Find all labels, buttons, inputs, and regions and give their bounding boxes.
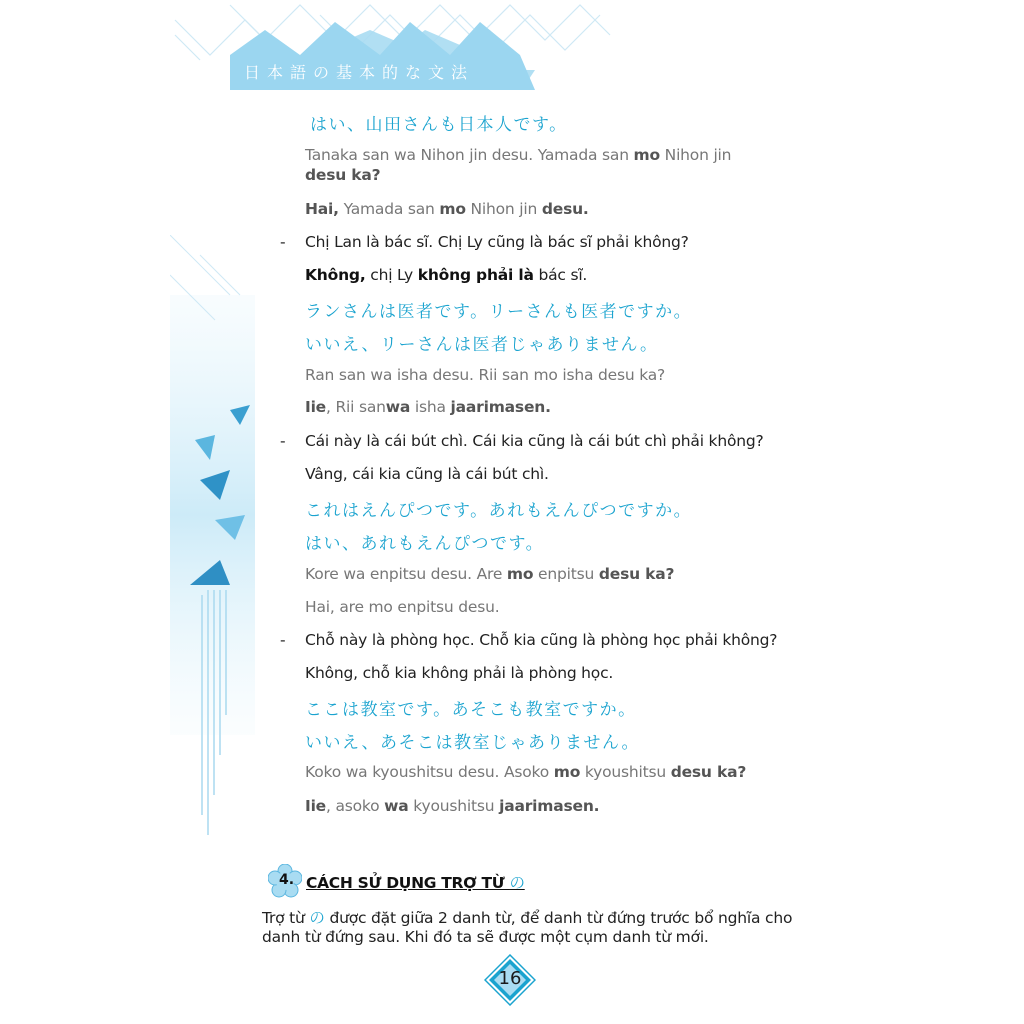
- jp-line: いいえ、リーさんは医者じゃありません。: [305, 335, 659, 355]
- bullet-dash: -: [280, 631, 286, 649]
- vietnamese-line: Cái này là cái bút chì. Cái kia cũng là cái bút chì phải không?: [305, 432, 764, 450]
- vietnamese-line: Không, chị Ly không phải là bác sĩ.: [305, 266, 588, 284]
- vietnamese-line: Vâng, cái kia cũng là cái bút chì.: [305, 465, 549, 483]
- romaji-line: Kore wa enpitsu desu. Are mo enpitsu desu ka?: [305, 565, 675, 583]
- romaji-line: Iie, Rii sanwa isha jaarimasen.: [305, 398, 551, 416]
- jp-line: ここは教室です。あそこも教室ですか。: [305, 700, 637, 720]
- romaji-line: Tanaka san wa Nihon jin desu. Yamada san mo Nihon jin: [305, 146, 732, 164]
- bullet-dash: -: [280, 432, 286, 450]
- romaji-line: Iie, asoko wa kyoushitsu jaarimasen.: [305, 797, 600, 815]
- vietnamese-line: Chỗ này là phòng học. Chỗ kia cũng là phòng học phải không?: [305, 631, 778, 649]
- vietnamese-line: Không, chỗ kia không phải là phòng học.: [305, 664, 614, 682]
- section-paragraph-line: Trợ từ の được đặt giữa 2 danh từ, để danh từ đứng trước bổ nghĩa cho: [262, 909, 793, 927]
- romaji-line: desu ka?: [305, 166, 381, 184]
- romaji-line: Ran san wa isha desu. Rii san mo isha desu ka?: [305, 366, 666, 384]
- romaji-line: Hai, Yamada san mo Nihon jin desu.: [305, 200, 589, 218]
- romaji-line: Koko wa kyoushitsu desu. Asoko mo kyoushitsu desu ka?: [305, 763, 747, 781]
- jp-line: これはえんぴつです。あれもえんぴつですか。: [305, 501, 693, 521]
- section-paragraph-line: danh từ đứng sau. Khi đó ta sẽ được một cụm danh từ mới.: [262, 928, 709, 946]
- page-number: 16: [498, 968, 522, 989]
- jp-line: はい、あれもえんぴつです。: [305, 534, 545, 554]
- vietnamese-line: Chị Lan là bác sĩ. Chị Ly cũng là bác sĩ phải không?: [305, 233, 689, 251]
- jp-line: ランさんは医者です。リーさんも医者ですか。: [305, 302, 693, 322]
- bullet-dash: -: [280, 233, 286, 251]
- section-number: 4.: [279, 872, 295, 888]
- romaji-line: Hai, are mo enpitsu desu.: [305, 598, 500, 616]
- jp-line: いいえ、あそこは教室じゃありません。: [305, 733, 641, 753]
- origami-birds-decoration: [170, 235, 260, 845]
- section-title: CÁCH SỬ DỤNG TRỢ TỪ の: [306, 874, 525, 892]
- header-title: 日本語の基本的な文法: [244, 63, 475, 82]
- jp-line: はい、山田さんも日本人です。: [310, 115, 568, 135]
